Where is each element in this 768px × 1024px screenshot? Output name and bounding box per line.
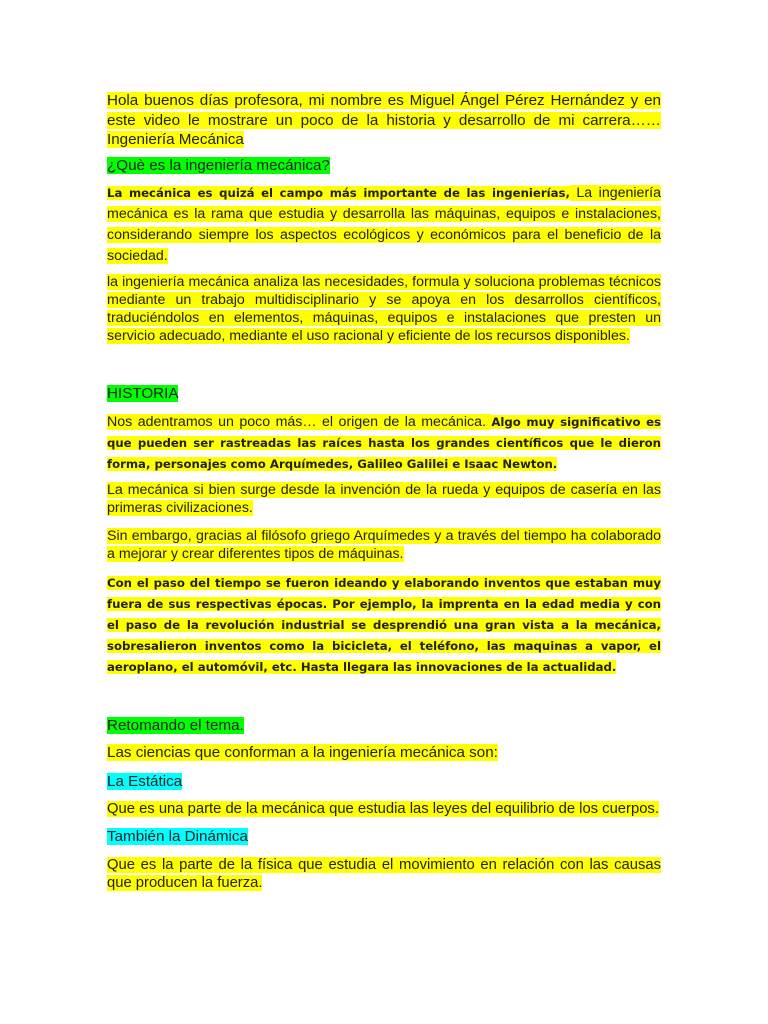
ciencias-text: Las ciencias que conforman a la ingeniería mecánica son: [107,744,498,761]
intro-text: Hola buenos días profesora, mi nombre es Miguel Ángel Pérez Hernández y en este video le mostrare un poco de la historia y desarrollo de mi carrera…… Ingeniería Mecánica [107,92,661,148]
history-paragraph-1 [107,412,661,475]
history-1-bold: Algo muy significativo es que pueden ser rastreadas las raíces hasta los grandes científicos que le dieron forma, personajes como Arquímedes, Galileo Galilei e Isaac Newton. [107,414,661,471]
dinamica-paragraph [107,856,661,892]
heading-dinamica [107,827,661,847]
ciencias-paragraph [107,743,661,763]
definition-2-text: la ingeniería mecánica analiza las necesidades, formula y soluciona problemas técnicos mediante un trabajo multidisciplinario y se apoya en los desarrollos científicos, traduciéndolos en elementos, máquinas, equipos e instalaciones que presten un servicio adecuado, mediante el uso racional y eficiente de los recursos disponibles. [107,274,661,344]
history-paragraph-4 [107,573,661,678]
definition-paragraph-2 [107,273,661,345]
history-paragraph-3 [107,527,661,563]
intro-paragraph [107,91,661,150]
history-2-text: La mecánica si bien surge desde la invención de la rueda y equipos de casería en las primeras civilizaciones. [107,481,661,516]
history-3-text: Sin embargo, gracias al filósofo griego Arquímedes y a través del tiempo ha colaborado a mejorar y crear diferentes tipos de máquinas. [107,527,661,562]
dinamica-text: Que es la parte de la física que estudia el movimiento en relación con las causas que producen la fuerza. [107,856,661,891]
estatica-paragraph [107,800,661,818]
definition-bold-lead: La mecánica es quizá el campo más importante de las ingenierías, [107,186,570,200]
heading-estatica-text: La Estática [107,772,183,790]
definition-paragraph-1 [107,183,661,267]
history-paragraph-2 [107,481,661,517]
heading-que-es-text: ¿Què es la ingeniería mecánica? [107,156,330,174]
heading-retomando-text: Retomando el tema. [107,716,244,734]
heading-historia [107,384,661,404]
history-1-normal: Nos adentramos un poco más… el origen de la mecánica. [107,413,492,430]
heading-que-es [107,156,661,176]
document-body [107,91,661,892]
heading-retomando [107,716,661,736]
estatica-text: Que es una parte de la mecánica que estudia las leyes del equilibrio de los cuerpos. [107,801,659,817]
definition-text: La ingeniería mecánica es la rama que estudia y desarrolla las máquinas, equipos e instalaciones, considerando siempre los aspectos ecológicos y económicos para el beneficio de la sociedad. [107,185,661,264]
history-4-text: Con el paso del tiempo se fueron ideando y elaborando inventos que estaban muy fuera de sus respectivas épocas. Por ejemplo, la imprenta en la edad media y con el paso de la revolución industrial se desprendió una gran vista a la mecánica, sobresalieron inventos como la bicicleta, el teléfono, las maquinas a vapor, el aeroplano, el automóvil, etc. Hasta llegara las innovaciones de la actualidad. [107,575,661,674]
heading-historia-text: HISTORIA [107,385,179,402]
heading-estatica [107,772,661,792]
heading-dinamica-text: También la Dinámica [107,828,248,845]
